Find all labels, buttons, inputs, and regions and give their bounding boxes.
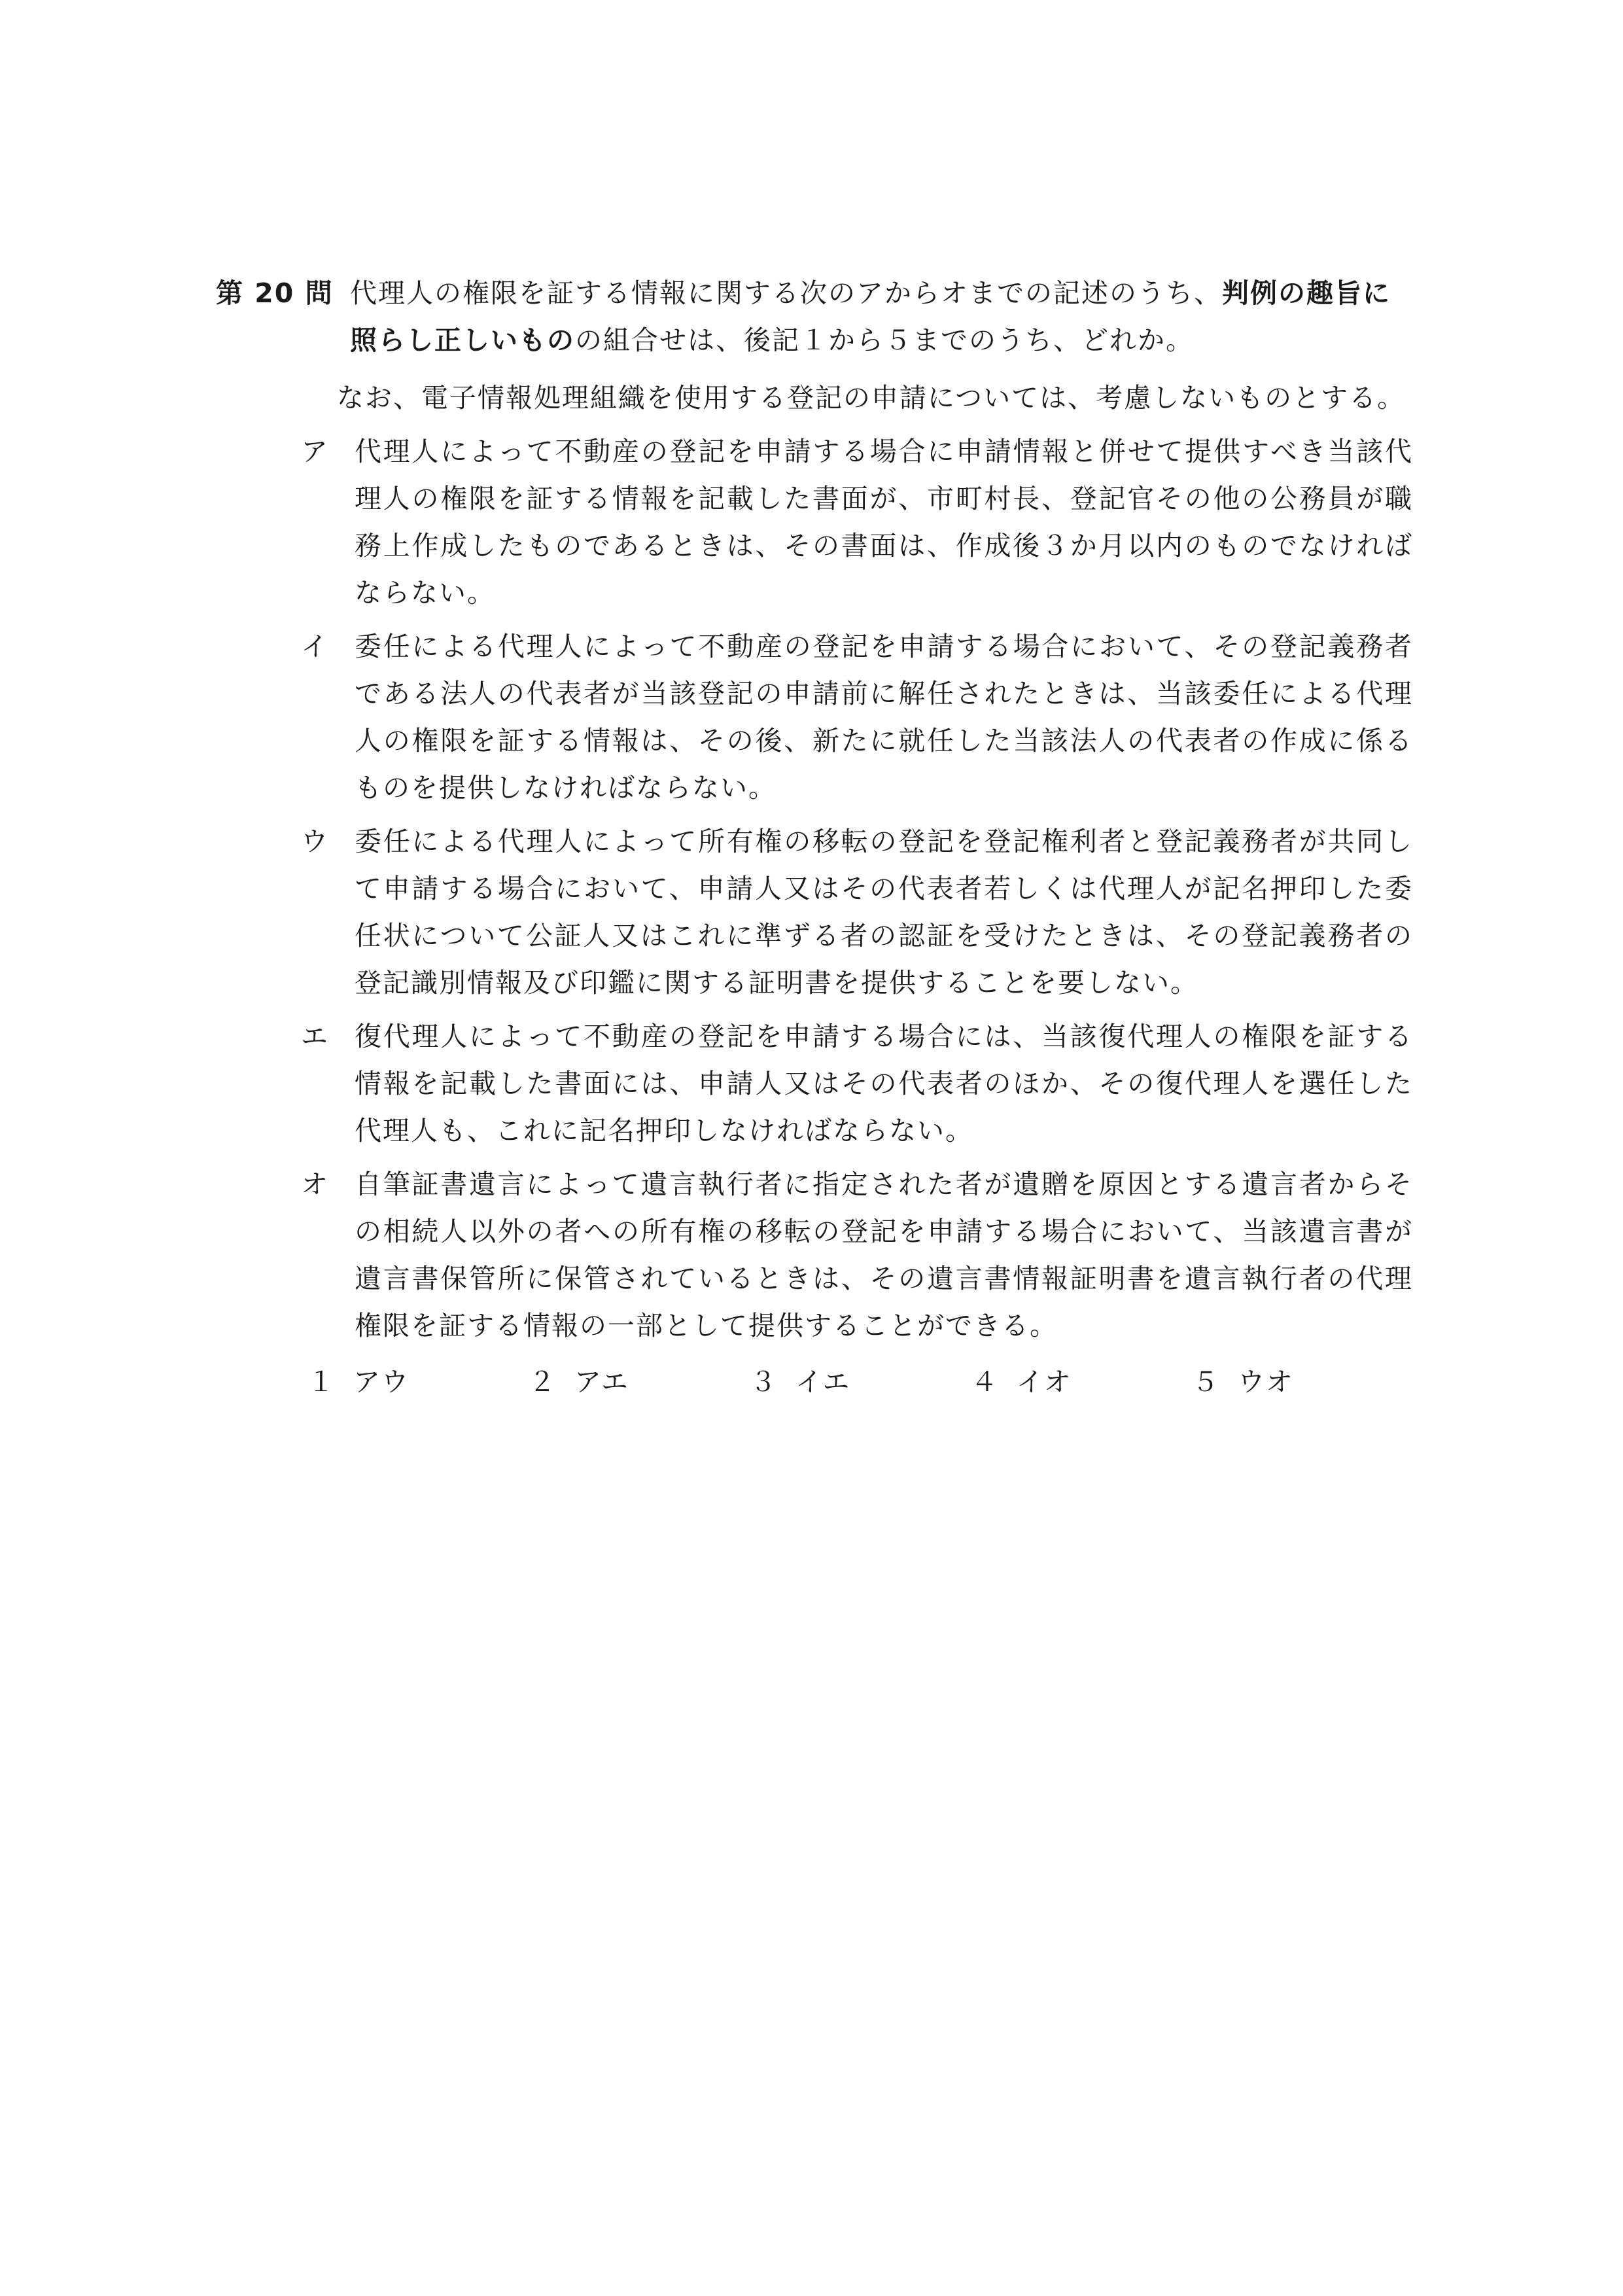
choice-combo: ウオ (1238, 1366, 1294, 1398)
statement-text: 自筆証書遺言によって遺言執行者に指定された者が遺贈を原因とする遺言者からその相続人以外の者への所有権の移転の登記を申請する場合において、当該遺言書が遺言書保管所に保管されているときは、その遺言書情報証明書を遺言執行者の代理権限を証する情報の一部として提供することができる。 (355, 1169, 1413, 1341)
answer-choice-5 (1192, 1358, 1413, 1405)
statement-label: エ (301, 1021, 329, 1052)
statement-label: ア (301, 436, 329, 467)
answer-choice-3 (750, 1358, 971, 1405)
question-note: なお、電子情報処理組織を使用する登記の申請については、考慮しないものとする。 (337, 382, 1406, 414)
question-emphasis: 判例の趣旨に照らし正しいもの (350, 277, 1391, 356)
choice-combo: アウ (353, 1366, 410, 1398)
statement-label: オ (301, 1169, 329, 1200)
question-text-after: の組合せは、後記１から５までのうち、どれか。 (575, 325, 1194, 356)
question-text (350, 270, 1413, 364)
question-number: 第 20 問 (216, 277, 334, 309)
choice-combo: イエ (795, 1366, 851, 1398)
answer-choice-2 (529, 1358, 750, 1405)
statement-e (301, 1013, 1413, 1154)
choice-number: ３ (750, 1366, 778, 1398)
choice-number: ４ (971, 1366, 999, 1398)
statement-u (301, 818, 1413, 1006)
question-header (216, 270, 1413, 364)
choice-number: １ (307, 1366, 336, 1398)
choice-combo: アエ (574, 1366, 629, 1398)
statement-i (301, 623, 1413, 811)
statement-text: 委任による代理人によって所有権の移転の登記を登記権利者と登記義務者が共同して申請する場合において、申請人又はその代表者若しくは代理人が記名押印した委任状について公証人又はこれに準ずる者の認証を受けたときは、その登記義務者の登記識別情報及び印鑑に関する証明書を提供することを要しない。 (355, 826, 1413, 998)
answer-choice-4 (971, 1358, 1192, 1405)
statement-text: 委任による代理人によって不動産の登記を申請する場合において、その登記義務者である法人の代表者が当該登記の申請前に解任されたときは、当該委任による代理人の権限を証する情報は、その後、新たに就任した当該法人の代表者の作成に係るものを提供しなければならない。 (355, 631, 1413, 804)
choice-combo: イオ (1017, 1366, 1072, 1398)
answer-choice-1 (307, 1358, 529, 1405)
statement-label: イ (301, 631, 329, 662)
choice-number: ２ (529, 1366, 557, 1398)
statement-label: ウ (301, 826, 329, 857)
statement-a (301, 428, 1413, 616)
answer-choices (307, 1358, 1413, 1405)
statement-o (301, 1161, 1413, 1349)
statement-text: 復代理人によって不動産の登記を申請する場合には、当該復代理人の権限を証する情報を記載した書面には、申請人又はその代表者のほか、その復代理人を選任した代理人も、これに記名押印しなければならない。 (355, 1021, 1413, 1146)
choice-number: ５ (1192, 1366, 1220, 1398)
statement-text: 代理人によって不動産の登記を申請する場合に申請情報と併せて提供すべき当該代理人の権限を証する情報を記載した書面が、市町村長、登記官その他の公務員が職務上作成したものであるときは、その書面は、作成後３か月以内のものでなければならない。 (355, 436, 1413, 609)
question-text-before: 代理人の権限を証する情報に関する次のアからオまでの記述のうち、 (350, 277, 1222, 309)
question-block (216, 270, 1413, 1405)
